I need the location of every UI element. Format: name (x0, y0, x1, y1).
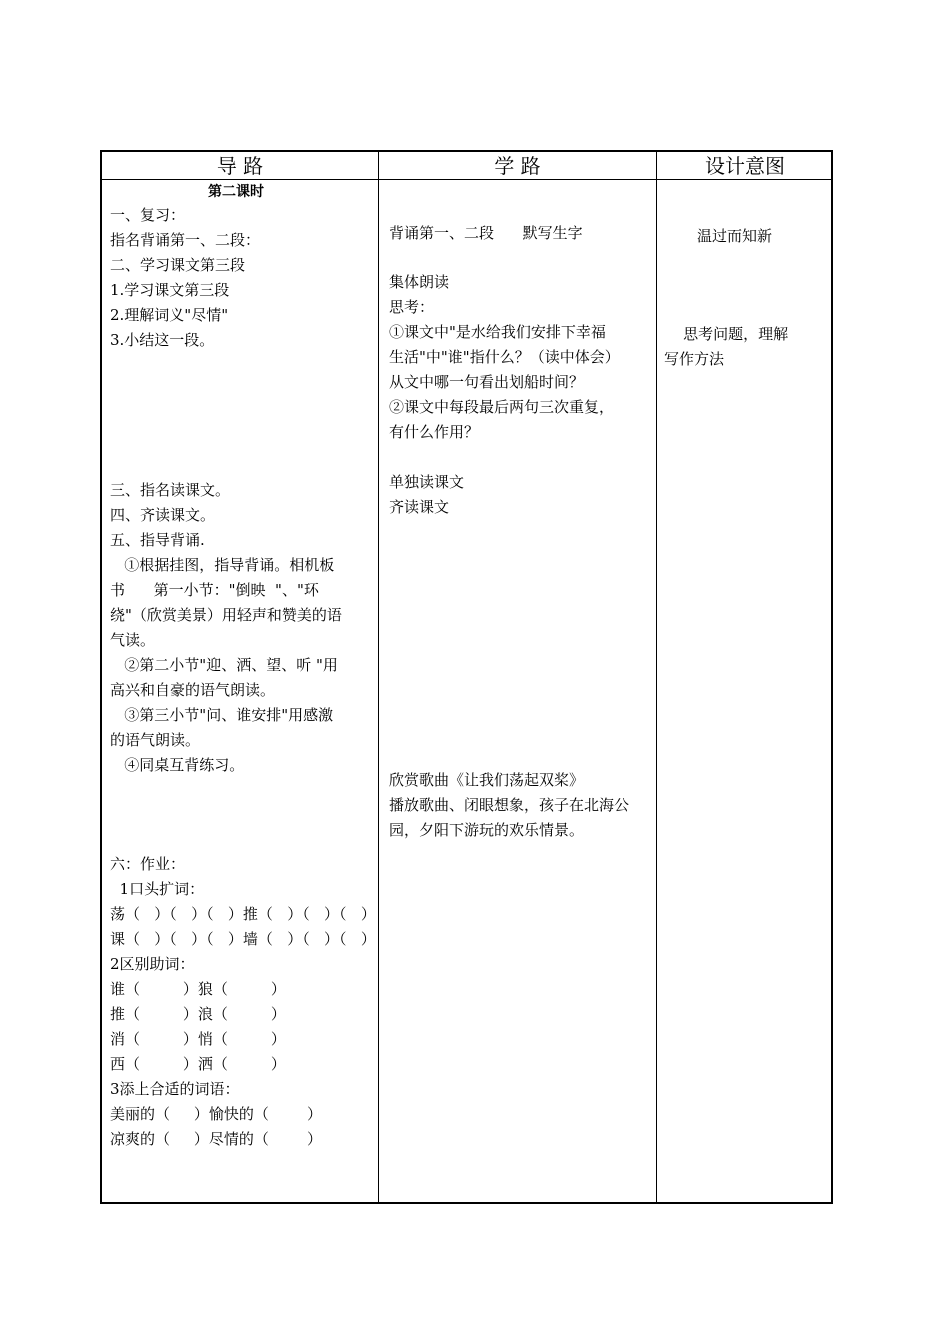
column-divider (378, 152, 379, 1202)
text-line: 生活"中"谁"指什么？（读中体会） (389, 348, 620, 366)
col2-review-text: 背诵第一、二段 默写生字 (389, 224, 583, 242)
text-line: 齐读课文 (389, 498, 450, 516)
col2-section-reading (389, 470, 464, 520)
text-line: 三、指名读课文。 (110, 481, 231, 499)
col1-section-reading (110, 478, 342, 778)
text-line: 欣赏歌曲《让我们荡起双桨》 (389, 771, 585, 789)
intent-review: 温过而知新 (697, 227, 773, 245)
text-line: 思考： (389, 298, 435, 316)
text-line: 高兴和自豪的语气朗读。 (110, 681, 276, 699)
text-line: 西（ ）洒（ ） (110, 1055, 286, 1073)
text-line: 1.学习课文第三段 (110, 281, 230, 299)
text-line: 从文中哪一句看出划船时间？ (389, 373, 585, 391)
header-design-intent: 设计意图 (705, 154, 785, 178)
text-line: 3.小结这一段。 (110, 331, 215, 349)
header-guide-path: 导 路 (216, 154, 264, 178)
lesson-title: 第二课时 (208, 184, 264, 200)
text-line: 六：作业： (110, 855, 186, 873)
text-line: 谁（ ）狼（ ） (110, 980, 286, 998)
intent-thinking-line2: 写作方法 (664, 350, 725, 368)
text-line: 2区别助词： (110, 955, 195, 973)
column-divider (656, 152, 657, 1202)
text-line: 消（ ）悄（ ） (110, 1030, 286, 1048)
text-line: ④同桌互背练习。 (110, 756, 245, 774)
lesson-plan-table (100, 150, 833, 1204)
text-line: 绕"（欣赏美景）用轻声和赞美的语 (110, 606, 342, 624)
text-line: 美丽的（ ）愉快的（ ） (110, 1105, 322, 1123)
text-line: 播放歌曲、闭眼想象，孩子在北海公 (389, 796, 630, 814)
text-line: 荡（ ）（ ）（ ）推（ ）（ ）（ ） (110, 905, 376, 923)
text-line: ③第三小节"问、谁安排"用感激 (110, 706, 334, 724)
text-line: 二、学习课文第三段 (110, 256, 246, 274)
text-line: 一、复习： (110, 206, 186, 224)
header-study-path: 学 路 (494, 154, 541, 178)
text-line: 集体朗读 (389, 273, 450, 291)
col2-section-song (389, 768, 629, 843)
text-line: ①根据挂图，指导背诵。相机板 (110, 556, 335, 574)
text-line: ①课文中"是水给我们安排下幸福 (389, 323, 606, 341)
text-line: 凉爽的（ ）尽情的（ ） (110, 1130, 322, 1148)
text-line: ②第二小节"迎、洒、望、听 "用 (110, 656, 338, 674)
text-line: 四、齐读课文。 (110, 506, 216, 524)
col1-section-review (110, 203, 260, 353)
text-line: 气读。 (110, 631, 156, 649)
text-line: 园，夕阳下游玩的欢乐情景。 (389, 821, 585, 839)
col2-section-thinking (389, 270, 620, 445)
text-line: 的语气朗读。 (110, 731, 201, 749)
text-line: 五、指导背诵. (110, 531, 205, 549)
intent-thinking-line1: 思考问题，理解 (664, 325, 789, 343)
text-line: 书 第一小节："倒映 "、"环 (110, 581, 319, 599)
text-line: 指名背诵第一、二段： (110, 231, 261, 249)
text-line: 课（ ）（ ）（ ）墙（ ）（ ）（ ） (110, 930, 376, 948)
text-line: 3添上合适的词语： (110, 1080, 240, 1098)
text-line: 推（ ）浪（ ） (110, 1005, 286, 1023)
text-line: 单独读课文 (389, 473, 465, 491)
text-line: 2.理解词义"尽情" (110, 306, 229, 324)
col1-section-homework (110, 852, 376, 1152)
text-line: 1口头扩词： (110, 880, 205, 898)
text-line: 有什么作用？ (389, 423, 480, 441)
text-line: ②课文中每段最后两句三次重复， (389, 398, 615, 416)
